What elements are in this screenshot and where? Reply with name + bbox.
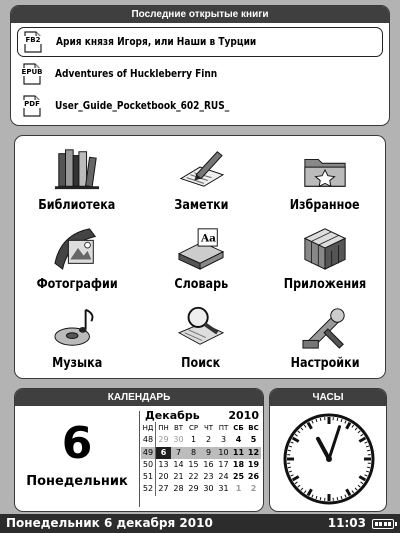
status-bar: [0, 514, 400, 533]
main-menu-panel: [14, 135, 386, 379]
clock-minute-mark: [320, 497, 321, 500]
calendar-widget[interactable]: [14, 388, 264, 512]
menu-item-cube-apps[interactable]: [263, 221, 386, 299]
film-photo-icon: [50, 225, 104, 271]
calendar-today: [15, 406, 139, 512]
calendar-day-cell: 24: [218, 472, 229, 482]
dictionary-book-icon: [174, 225, 228, 271]
status-date: Понедельник 6 декабря 2010: [6, 516, 213, 530]
calendar-day-cell: 11: [232, 447, 245, 457]
menu-item-magnifier-book[interactable]: [139, 300, 263, 378]
calendar-header-cell: СБ: [233, 424, 244, 432]
calendar-divider: [139, 411, 140, 507]
calendar-day-cell: 7: [175, 447, 182, 457]
analog-clock-face: [280, 409, 378, 509]
calendar-week-number: 49: [141, 447, 156, 459]
menu-item-label: Музыка: [51, 356, 103, 371]
book-title: Ария князя Игоря, или Наши в Турции: [56, 36, 257, 48]
calendar-day-cell: 2: [250, 484, 257, 494]
status-time: 11:03: [327, 516, 366, 530]
file-type-label: FB2: [20, 36, 46, 44]
calendar-day-cell: 26: [247, 472, 260, 482]
calendar-week-row: [141, 483, 261, 495]
clock-minute-mark: [288, 450, 291, 451]
notes-pen-icon: [174, 146, 228, 192]
calendar-week-row: [141, 459, 261, 471]
menu-item-film-photo[interactable]: [15, 221, 139, 299]
file-type-label: PDF: [19, 100, 45, 108]
calendar-week-number: 52: [141, 483, 156, 495]
calendar-week-row: [141, 434, 261, 446]
recent-book-item[interactable]: [17, 59, 383, 89]
document-file-icon: [23, 63, 41, 85]
calendar-day-cell: 19: [247, 459, 260, 469]
calendar-week-row: [141, 471, 261, 483]
clock-title: ЧАСЫ: [270, 389, 386, 406]
calendar-day-cell: 4: [235, 435, 242, 445]
menu-item-label: Настройки: [290, 356, 360, 371]
calendar-day-cell: 30: [173, 435, 184, 445]
calendar-header-cell: СР: [188, 424, 199, 432]
clock-minute-mark: [337, 418, 338, 421]
menu-item-favorites-folder[interactable]: [263, 142, 386, 220]
clock-minute-mark: [337, 497, 338, 500]
calendar-day-cell: 1: [190, 435, 197, 445]
calendar-week-number: 48: [141, 434, 156, 446]
menu-item-music-disc[interactable]: [15, 300, 139, 378]
book-title: User_Guide_Pocketbook_602_RUS_: [55, 100, 230, 112]
calendar-header-cell: ВС: [248, 424, 259, 432]
calendar-day-cell: 17: [218, 459, 229, 469]
calendar-day-cell: 12: [247, 447, 260, 457]
calendar-day-cell: 23: [203, 472, 214, 482]
calendar-day-cell: 18: [232, 459, 245, 469]
clock-center: [326, 456, 332, 462]
file-type-label: EPUB: [19, 68, 45, 76]
calendar-day-cell: 6: [156, 447, 171, 459]
calendar-week-number: 51: [141, 471, 156, 483]
menu-item-notes-pen[interactable]: [139, 142, 263, 220]
calendar-day-cell: 28: [173, 484, 184, 494]
recent-books-panel: [10, 5, 390, 126]
calendar-weekday: Понедельник: [26, 474, 128, 489]
book-title: Adventures of Huckleberry Finn: [55, 68, 218, 80]
music-disc-icon: [50, 304, 104, 350]
tools-settings-icon: [298, 304, 352, 350]
calendar-day-cell: 3: [220, 435, 227, 445]
calendar-day-cell: 29: [188, 484, 199, 494]
document-file-icon: [24, 31, 42, 53]
menu-item-label: Заметки: [173, 198, 229, 213]
favorites-folder-icon: [298, 146, 352, 192]
calendar-month-grid: [141, 409, 261, 496]
calendar-header-cell: ПН: [158, 424, 169, 432]
calendar-header-cell: НД: [141, 422, 156, 434]
calendar-year: 2010: [228, 409, 259, 422]
calendar-week-number: 50: [141, 459, 156, 471]
calendar-day-cell: 5: [250, 435, 257, 445]
menu-item-label: Фотографии: [36, 277, 118, 292]
calendar-day-cell: 27: [158, 484, 169, 494]
svg-text:Aa: Aa: [201, 232, 216, 245]
document-file-icon: [23, 95, 41, 117]
calendar-day-cell: 1: [235, 484, 242, 494]
calendar-month: Декабрь: [145, 409, 200, 422]
calendar-weekday-header: [141, 422, 261, 434]
calendar-day-cell: 2: [205, 435, 212, 445]
calendar-day-cell: 25: [232, 472, 245, 482]
calendar-day-cell: 10: [218, 447, 229, 457]
calendar-day-cell: 22: [188, 472, 199, 482]
menu-item-label: Библиотека: [38, 198, 116, 213]
menu-item-tools-settings[interactable]: [263, 300, 386, 378]
calendar-title: КАЛЕНДАРЬ: [15, 389, 263, 406]
recent-books-title: Последние открытые книги: [11, 6, 389, 23]
menu-item-label: Поиск: [181, 356, 221, 371]
battery-icon: [372, 519, 394, 529]
clock-minute-mark: [320, 418, 321, 421]
calendar-header-cell: ЧТ: [203, 424, 214, 432]
calendar-day-cell: 14: [173, 459, 184, 469]
magnifier-book-icon: [174, 304, 228, 350]
calendar-day-cell: 30: [203, 484, 214, 494]
calendar-day-cell: 31: [218, 484, 229, 494]
calendar-day-cell: 15: [188, 459, 199, 469]
clock-minute-mark: [367, 467, 370, 468]
clock-minute-mark: [367, 450, 370, 451]
menu-item-label: Словарь: [174, 277, 228, 292]
cube-apps-icon: [298, 225, 352, 271]
books-icon: [50, 146, 104, 192]
calendar-day-number: 6: [61, 418, 93, 469]
calendar-day-cell: 16: [203, 459, 214, 469]
menu-item-dictionary-book[interactable]: [139, 221, 263, 299]
calendar-header-cell: ПТ: [218, 424, 229, 432]
calendar-day-cell: 21: [173, 472, 184, 482]
recent-book-item[interactable]: [17, 91, 383, 121]
calendar-day-cell: 20: [158, 472, 169, 482]
calendar-day-cell: 29: [158, 435, 169, 445]
calendar-day-cell: 13: [158, 459, 169, 469]
clock-widget[interactable]: [269, 388, 387, 512]
menu-item-books[interactable]: [15, 142, 139, 220]
calendar-header-cell: ВТ: [173, 424, 184, 432]
calendar-day-cell: 8: [190, 447, 197, 457]
clock-minute-mark: [288, 467, 291, 468]
calendar-month-header: [141, 409, 261, 422]
calendar-day-cell: 9: [205, 447, 212, 457]
calendar-week-row: [141, 447, 261, 459]
menu-item-label: Избранное: [290, 198, 360, 213]
menu-item-label: Приложения: [283, 277, 367, 292]
recent-book-item[interactable]: [17, 27, 383, 57]
